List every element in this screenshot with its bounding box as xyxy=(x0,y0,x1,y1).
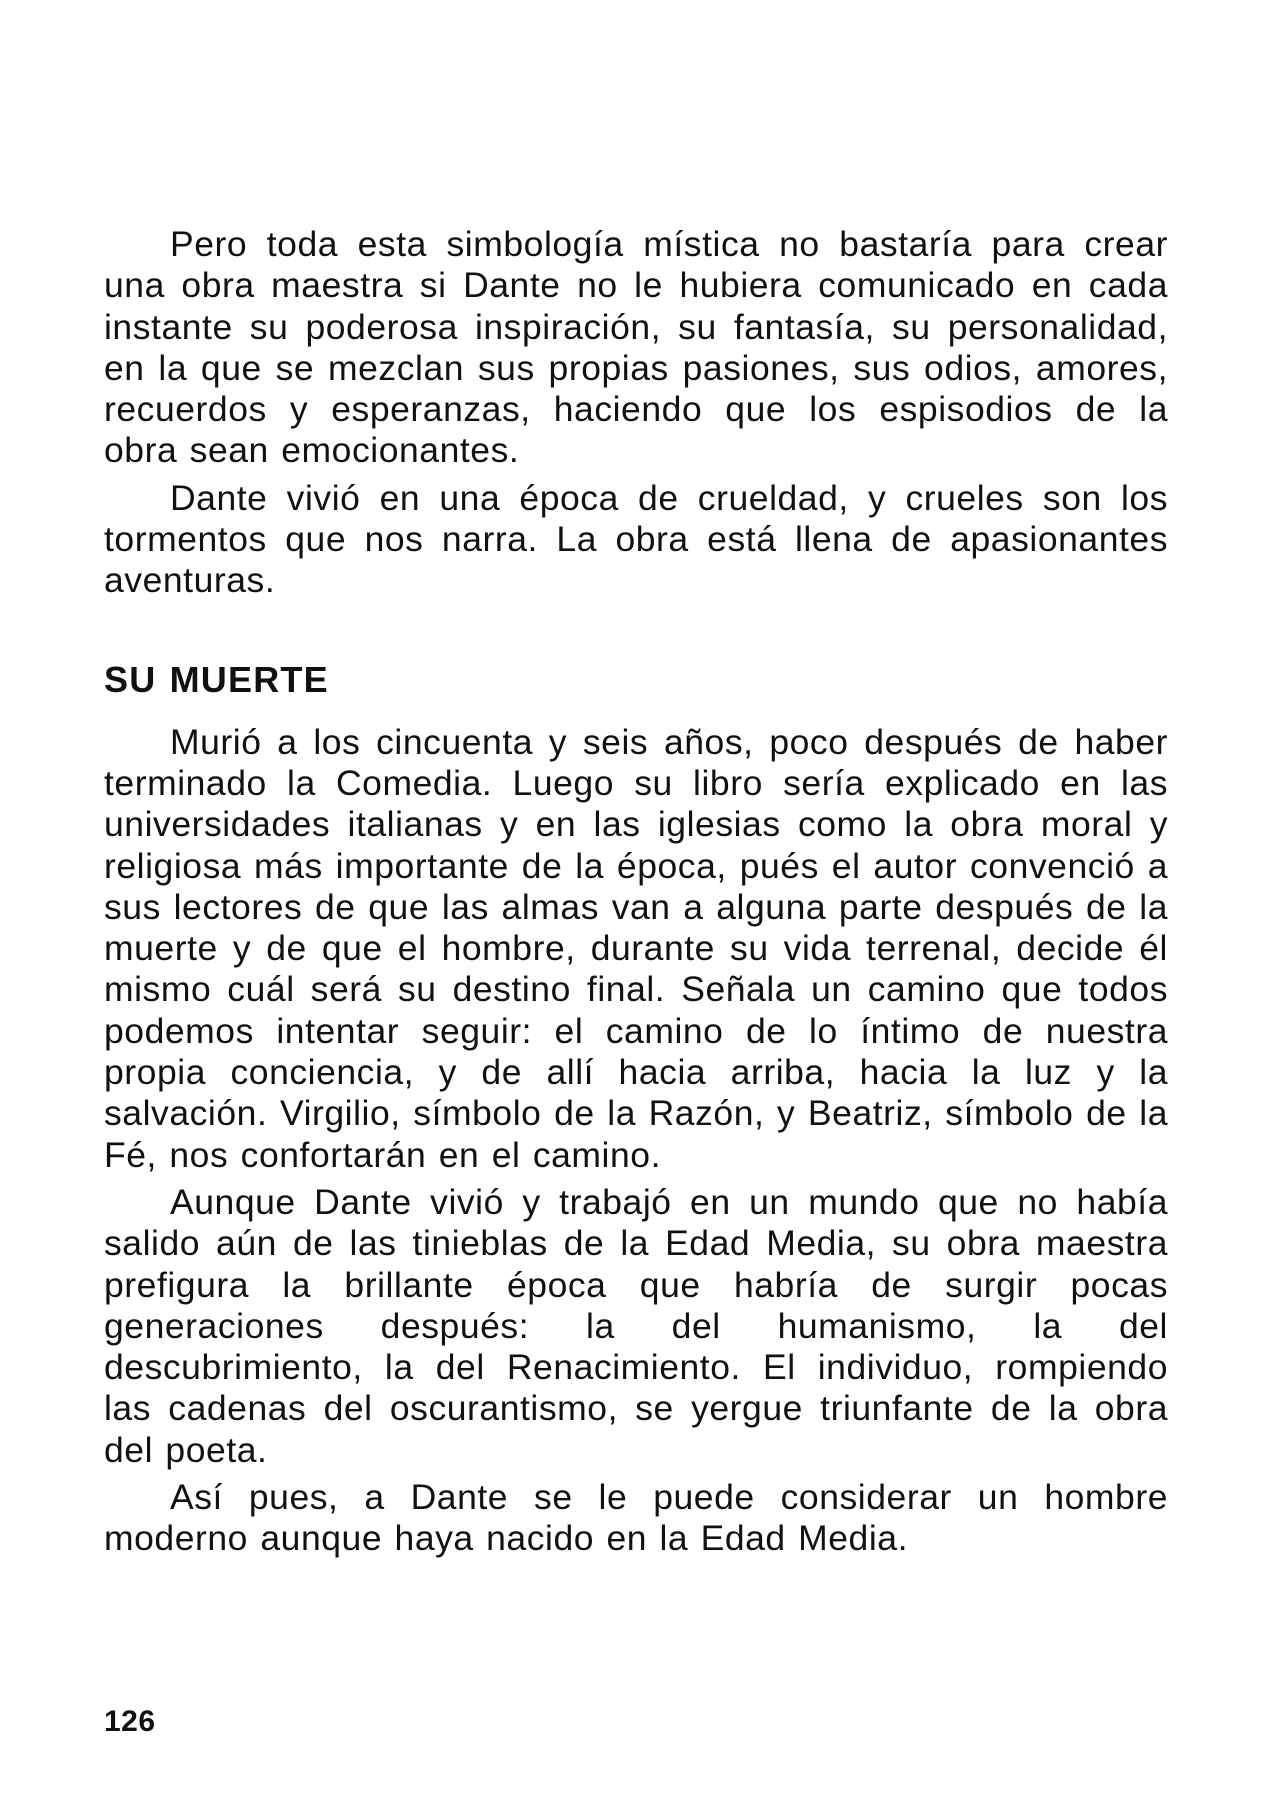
page-body xyxy=(104,224,1168,1566)
paragraph-conclusion: Así pues, a Dante se le puede considerar un hombre moderno aunque haya nacido en la Edad Media. xyxy=(104,1477,1168,1559)
page-number: 126 xyxy=(104,1705,156,1738)
paragraph-death: Murió a los cincuenta y seis años, poco después de haber terminado la Comedia. Luego su libro sería explicado en las universidades italianas y en las iglesias como la obra moral y religiosa más importante de la época, pués el autor convenció a sus lectores de que las almas van a alguna parte después de la muerte y de que el hombre, durante su vida terrenal, decide él mismo cuál será su destino final. Señala un camino que todos podemos intentar seguir: el camino de lo íntimo de nuestra propia conciencia, y de allí hacia arriba, hacia la luz y la salvación. Virgilio, símbolo de la Razón, y Beatriz, símbolo de la Fé, nos confortarán en el camino. xyxy=(104,721,1168,1175)
section-heading: SU MUERTE xyxy=(104,658,329,700)
paragraph-cruelty: Dante vivió en una época de crueldad, y crueles son los tormentos que nos narra. La obra está llena de apasionantes aventuras. xyxy=(104,477,1168,601)
paragraph-legacy: Aunque Dante vivió y trabajó en un mundo que no había salido aún de las tinieblas de la Edad Media, su obra maestra prefigura la brillante época que habría de surgir pocas generaciones después: la del humanismo, la del descubrimiento, la del Renacimiento. El individuo, rompiendo las cadenas del oscurantismo, se yergue triunfante de la obra del poeta. xyxy=(104,1181,1168,1470)
paragraph-symbolism: Pero toda esta simbología mística no bastaría para crear una obra maestra si Dante no le hubiera comunicado en cada instante su poderosa inspiración, su fantasía, su personalidad, en la que se mezclan sus propias pasiones, sus odios, amores, recuerdos y esperanzas, haciendo que los espisodios de la obra sean emocionantes. xyxy=(104,224,1168,471)
